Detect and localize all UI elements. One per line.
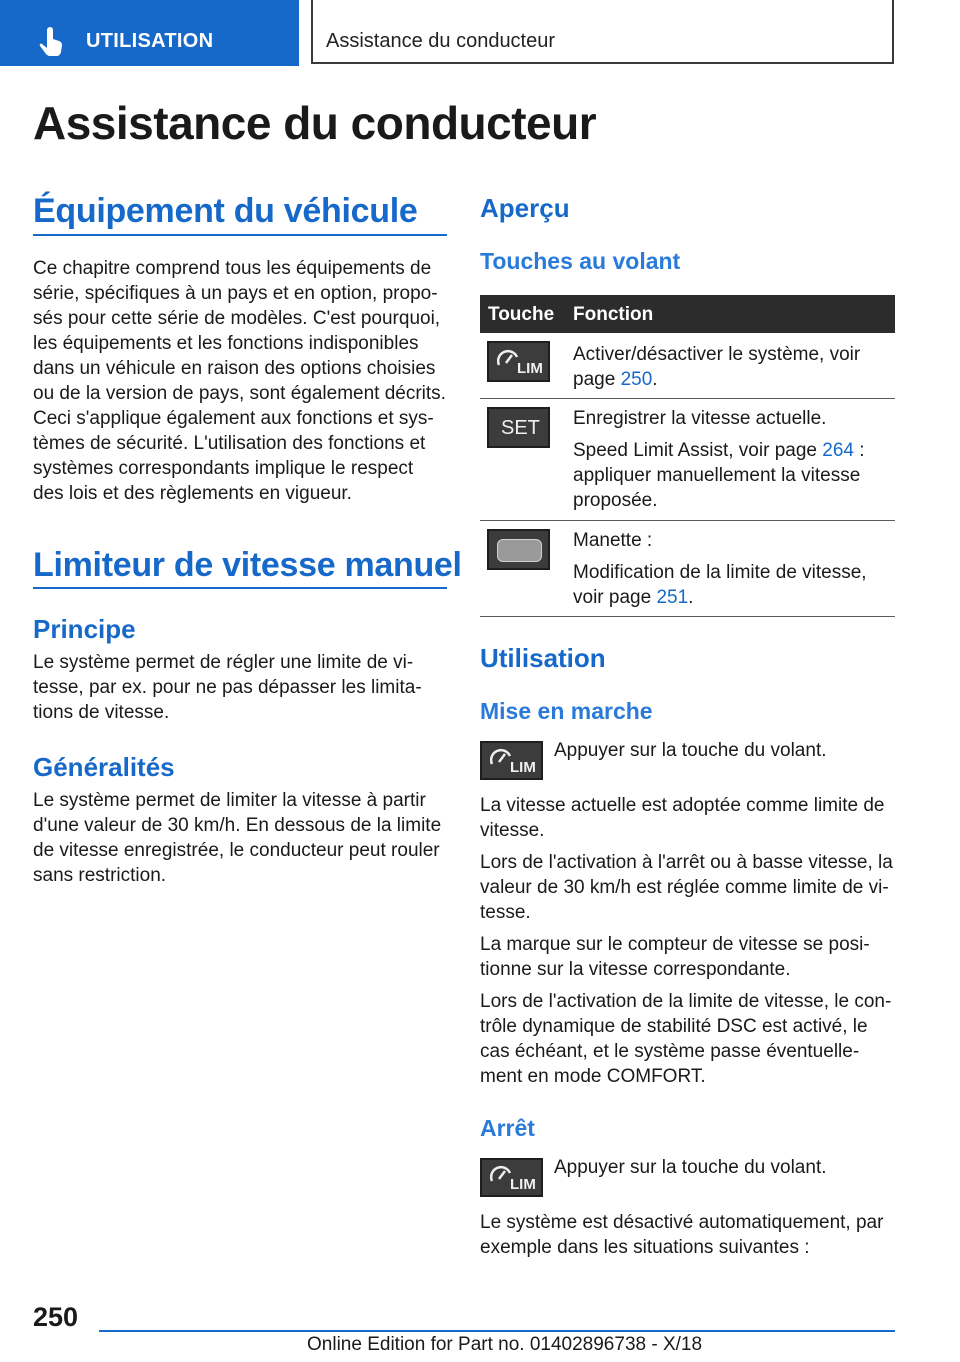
rocker-key-icon xyxy=(487,529,550,570)
lim-key-label: LIM xyxy=(510,759,536,776)
table-row-3-line-2: Modification de la limite de vitesse, voir page 251. xyxy=(573,562,867,608)
overview-heading: Aperçu xyxy=(480,193,570,223)
header-tab-label: UTILISATION xyxy=(86,30,214,52)
equipment-paragraph: Ce chapitre comprend tous les équipements de série, spécifiques à un pays et en option, proposés pour cette série de modèles. C'est pourquoi, les équipements et les fonctions indisponibles dans un véhicule en raison des options choisies ou de la version de pays, sont également décrits. Ceci s'applique également aux fonctions et systèmes de sécurité. L'utilisation des fonctions et systèmes correspondants implique le respect des lois et des règlements en vigueur. xyxy=(33,258,446,504)
table-col-function: Fonction xyxy=(573,304,654,325)
table-row-2-line-2: Speed Limit Assist, voir page 264 : appliquer manuellement la vitesse proposée. xyxy=(573,440,865,511)
footer-rule xyxy=(99,1330,895,1332)
principle-heading: Principe xyxy=(33,614,136,644)
wheel-keys-heading: Touches au volant xyxy=(480,248,681,274)
table-row-rule xyxy=(480,398,895,399)
footer-edition-text: Online Edition for Part no. 01402896738 - X/18 xyxy=(307,1334,703,1355)
general-paragraph: Le système permet de limiter la vitesse à partir d'une valeur de 30 km/h. En dessous de la limite de vitesse enregistrée, le conducteur peut rouler sans restriction. xyxy=(33,790,442,886)
start-paragraph-4: Lors de l'activation de la limite de vitesse, le contrôle dynamique de stabilité DSC est activé, le cas échéant, et le système passe éventuellement en mode COMFORT. xyxy=(480,991,892,1087)
lim-key-icon xyxy=(487,341,550,382)
page-link-264[interactable]: 264 xyxy=(822,440,854,461)
equipment-heading-rule xyxy=(33,234,447,236)
equipment-heading: Équipement du véhicule xyxy=(33,192,418,230)
table-row-rule xyxy=(480,520,895,521)
start-paragraph-1: La vitesse actuelle est adoptée comme limite de vitesse. xyxy=(480,795,885,841)
general-heading: Généralités xyxy=(33,752,175,782)
start-key-text: Appuyer sur la touche du volant. xyxy=(554,740,827,761)
start-paragraph-2: Lors de l'activation à l'arrêt ou à basse vitesse, la valeur de 30 km/h est réglée comme limite de vitesse. xyxy=(480,852,893,923)
page-link-250[interactable]: 250 xyxy=(620,369,653,390)
lim-key-icon xyxy=(480,741,543,780)
table-col-key: Touche xyxy=(488,304,555,325)
set-key-label: SET xyxy=(501,417,540,439)
page-link-251[interactable]: 251 xyxy=(656,587,689,608)
limiter-heading-rule xyxy=(33,587,447,589)
lim-key-label: LIM xyxy=(510,1176,536,1193)
header-section-title: Assistance du conducteur xyxy=(326,30,556,52)
lim-key-label: LIM xyxy=(517,360,543,377)
table-row-1-function: Activer/désactiver le système, voir page 250. xyxy=(573,344,861,390)
touch-hand-icon xyxy=(38,27,64,57)
table-row-rule xyxy=(480,616,895,617)
stop-key-text: Appuyer sur la touche du volant. xyxy=(554,1157,827,1178)
stop-paragraph-1: Le système est désactivé automatiquement, par exemple dans les situations suivantes : xyxy=(480,1212,884,1258)
limiter-heading: Limiteur de vitesse manuel xyxy=(33,546,462,584)
set-key-icon xyxy=(487,407,550,448)
lim-key-icon xyxy=(480,1158,543,1197)
principle-paragraph: Le système permet de régler une limite de vitesse, par ex. pour ne pas dépasser les limitations de vitesse. xyxy=(33,652,422,723)
table-row-3-line-1: Manette : xyxy=(573,530,653,551)
page-number: 250 xyxy=(33,1302,79,1332)
use-heading: Utilisation xyxy=(480,643,606,673)
stop-heading: Arrêt xyxy=(480,1115,535,1141)
start-heading: Mise en marche xyxy=(480,698,653,724)
start-paragraph-3: La marque sur le compteur de vitesse se positionne sur la vitesse correspondante. xyxy=(480,934,870,980)
table-row-2-line-1: Enregistrer la vitesse actuelle. xyxy=(573,408,827,429)
page-title: Assistance du conducteur xyxy=(33,97,597,149)
